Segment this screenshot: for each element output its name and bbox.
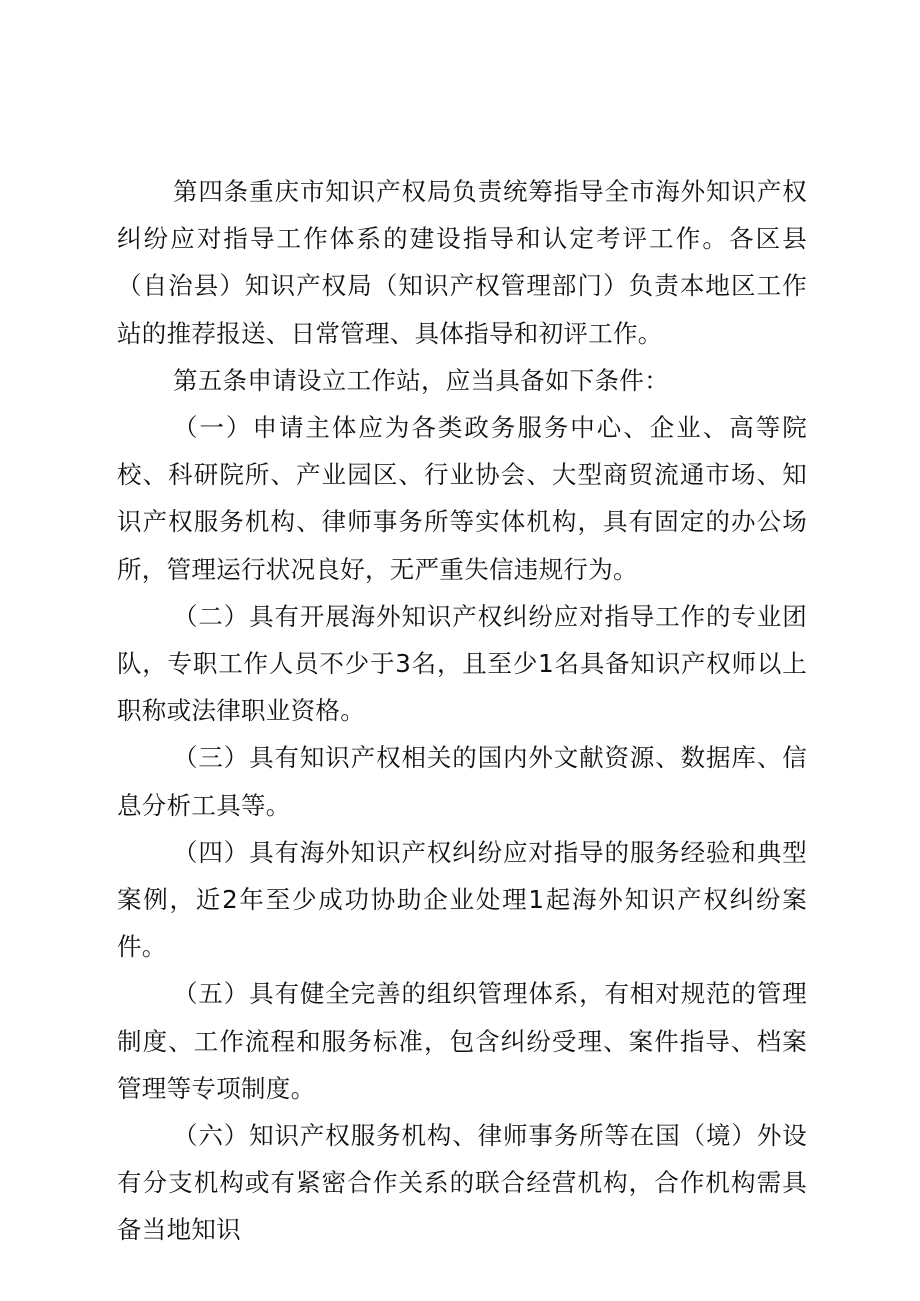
condition-6-paragraph: （六）知识产权服务机构、律师事务所等在国（境）外设有分支机构或有紧密合作关系的联合经营机构，合作机构需具备当地知识 bbox=[117, 1121, 807, 1245]
condition-4-paragraph: （四）具有海外知识产权纠纷应对指导的服务经验和典型案例，近2年至少成功协助企业处理1起海外知识产权纠纷案件。 bbox=[117, 837, 807, 962]
condition-1-paragraph: （一）申请主体应为各类政务服务中心、企业、高等院校、科研院所、产业园区、行业协会、大型商贸流通市场、知识产权服务机构、律师事务所等实体机构，具有固定的办公场所，管理运行状况良好，无严重失信违规行为。 bbox=[117, 413, 807, 584]
condition-3-paragraph: （三）具有知识产权相关的国内外文献资源、数据库、信息分析工具等。 bbox=[117, 743, 807, 820]
document-body bbox=[117, 168, 807, 1254]
article-5-paragraph: 第五条申请设立工作站，应当具备如下条件： bbox=[173, 365, 669, 395]
condition-5-paragraph: （五）具有健全完善的组织管理体系，有相对规范的管理制度、工作流程和服务标准，包含纠纷受理、案件指导、档案管理等专项制度。 bbox=[117, 979, 807, 1103]
article-4-paragraph: 第四条重庆市知识产权局负责统筹指导全市海外知识产权纠纷应对指导工作体系的建设指导和认定考评工作。各区县（自治县）知识产权局（知识产权管理部门）负责本地区工作站的推荐报送、日常管理、具体指导和初评工作。 bbox=[117, 177, 807, 348]
condition-2-paragraph: （二）具有开展海外知识产权纠纷应对指导工作的专业团队，专职工作人员不少于3名，且至少1名具备知识产权师以上职称或法律职业资格。 bbox=[117, 601, 807, 726]
